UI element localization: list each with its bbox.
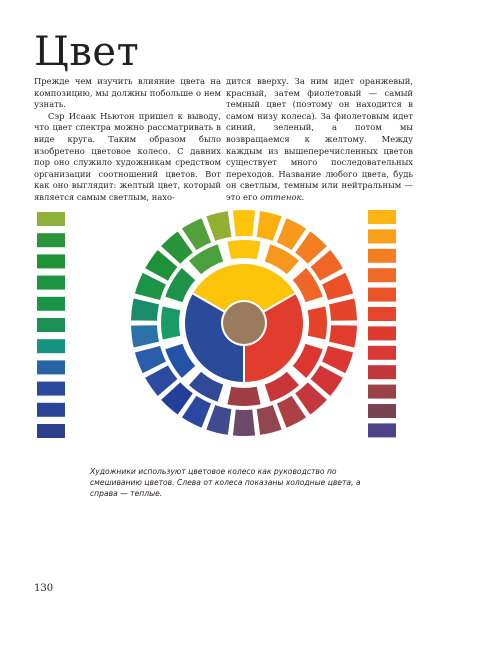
middle-ring-segment [226,239,262,260]
cool-color-swatch [37,339,65,353]
warm-color-swatch [368,288,396,302]
figure-caption: Художники используют цветовое колесо как руководство по смешиванию цветов. Слева от колеса показаны холодные цвета, а справа — теплые. [90,467,361,498]
warm-color-swatch [368,385,396,399]
middle-ring-segment [307,305,328,341]
cool-color-swatch [37,403,65,417]
cool-color-swatch [37,212,65,226]
emphasized-term: оттенок [260,191,302,202]
warm-color-swatch [368,229,396,243]
warm-color-swatch [368,268,396,282]
warm-color-swatch [368,326,396,340]
cool-color-swatch [37,382,65,396]
warm-color-swatch [368,307,396,321]
cool-color-swatch [37,297,65,311]
warm-color-swatch [368,365,396,379]
cool-color-swatch [37,360,65,374]
wheel-center-disc [223,302,265,344]
cool-color-swatch [37,424,65,438]
intro-paragraph: Прежде чем изучить влияние цвета на композицию, мы должны побольше о нем узнать. [34,76,221,110]
newton-paragraph: Сэр Исаак Ньютон пришел к выводу, что цвет спектра можно рассматривать в виде круга. Таким образом было изобретено цветовое колесо. С давних пор оно служило художникам средством организации соотношений цветов. Вот как оно выглядит: желтый цвет, который является самым светлым, нахо- [34,110,221,202]
continued-paragraph-text: дится вверху. За ним идет оранжевый, красный, затем фиолетовый — самый темный цвет (поэтому он находится в самом низу колеса). За фиолетовым идет синий, зеленый, а потом мы возвращаемся к желтому. Между каждым из вышеперечисленных цветов существует много последовательных переходов. Название любого цвета, будь он светлым, темным или нейтральным — это его [226,76,413,202]
warm-color-swatch [368,210,396,224]
warm-color-swatch [368,423,396,437]
middle-ring-segment [160,305,181,341]
color-wheel [130,209,358,437]
outer-ring-segment [232,209,256,237]
warm-color-swatch [368,249,396,263]
cool-color-swatch [37,254,65,268]
page-title: Цвет [34,29,140,75]
warm-color-swatch [368,346,396,360]
cool-color-swatch [37,233,65,247]
warm-color-swatch [368,404,396,418]
page-number: 130 [34,583,54,594]
middle-ring-segment [226,386,262,407]
continued-paragraph-end: . [301,191,305,202]
outer-ring-segment [232,409,256,437]
cool-color-swatch [37,276,65,290]
cool-color-swatch [37,318,65,332]
warm-swatches-column [368,210,396,437]
cool-swatches-column [37,212,65,438]
